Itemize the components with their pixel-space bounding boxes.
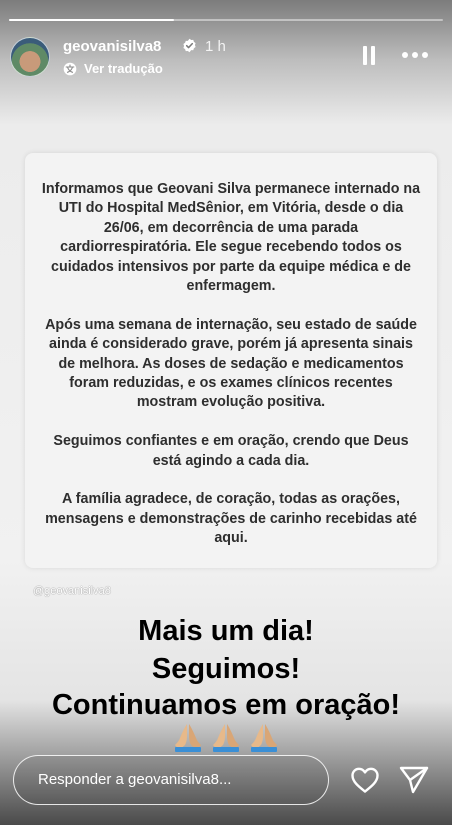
reply-input[interactable]: [13, 755, 329, 805]
more-options-icon[interactable]: [402, 52, 430, 60]
praying-hands-icon: [212, 722, 240, 752]
story-progress-bar: [9, 19, 443, 21]
profile-avatar[interactable]: [10, 37, 50, 77]
reply-placeholder: Responder a geovanisilva8...: [38, 771, 232, 788]
announcement-paragraph-2: Após uma semana de internação, seu estado de saúde ainda é considerado grave, porém já apresenta sinais de melhora. As doses de sedação e medicamentos foram reduzidas, e os exames clínicos recentes mostram evolução positiva.: [45, 316, 417, 411]
pause-icon[interactable]: [362, 46, 376, 66]
praying-hands-emoji: [0, 722, 452, 756]
praying-hands-icon: [174, 722, 202, 752]
announcement-card: [25, 153, 437, 568]
story-header: [10, 32, 442, 82]
verified-badge-icon: [182, 38, 197, 53]
announcement-paragraph-3: Seguimos confiantes e em oração, crendo que Deus está agindo a cada dia.: [53, 433, 409, 469]
translate-link[interactable]: Ver tradução: [84, 61, 163, 76]
announcement-text: [39, 180, 423, 568]
username[interactable]: geovanisilva8: [63, 38, 162, 55]
translate-icon[interactable]: [63, 62, 77, 76]
heart-icon[interactable]: [350, 766, 380, 794]
username-watermark: @geovanisilva8: [33, 585, 111, 597]
caption-line-2: Seguimos!: [151, 653, 301, 685]
send-icon[interactable]: [398, 765, 430, 795]
announcement-paragraph-4: A família agradece, de coração, todas as orações, mensagens e demonstrações de carinho recebidas até aqui.: [45, 491, 417, 547]
story-progress-fill: [9, 19, 174, 21]
caption-line-1: Mais um dia!: [138, 615, 314, 647]
caption-line-3: Continuamos em oração!: [51, 689, 401, 721]
praying-hands-icon: [250, 722, 278, 752]
announcement-paragraph-1: Informamos que Geovani Silva permanece internado na UTI do Hospital MedSênior, em Vitória, desde o dia 26/06, em decorrência de uma parada cardiorrespiratória. Ele segue recebendo todos os cuidados intensivos por parte da equipe médica e de enfermagem.: [41, 181, 421, 295]
post-time: 1 h: [205, 38, 226, 55]
